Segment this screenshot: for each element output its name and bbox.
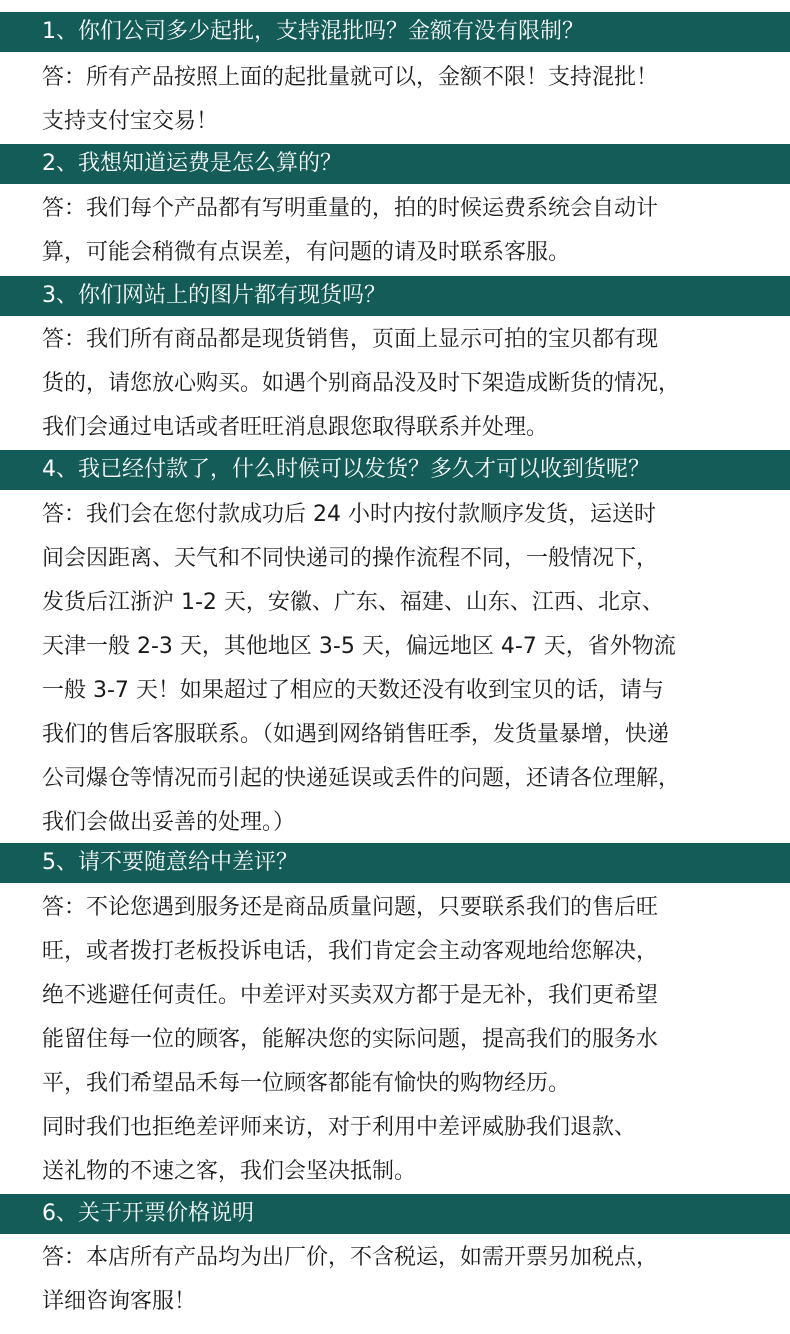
answer-line: 旺，或者拨打老板投诉电话，我们肯定会主动客观地给您解决， — [42, 939, 659, 964]
answer-line: 天津一般 2-3 天，其他地区 3-5 天，偏远地区 4-7 天，省外物流 — [42, 634, 676, 659]
answer-line: 我们会通过电话或者旺旺消息跟您取得联系并处理。 — [42, 415, 549, 440]
faq-question-3: 3、你们网站上的图片都有现货吗？ — [0, 276, 790, 316]
faq-answer-6 — [42, 1236, 762, 1324]
answer-line: 详细咨询客服！ — [42, 1289, 197, 1314]
answer-line: 算，可能会稍微有点误差，有问题的请及时联系客服。 — [42, 240, 571, 265]
faq-question-4: 4、我已经付款了，什么时候可以发货？多久才可以收到货呢？ — [0, 450, 790, 490]
answer-line: 答：我们会在您付款成功后 24 小时内按付款顺序发货，运送时 — [42, 502, 656, 527]
faq-answer-3 — [42, 318, 762, 450]
answer-line: 绝不逃避任何责任。中差评对买卖双方都于是无补，我们更希望 — [42, 983, 659, 1008]
answer-line: 能留住每一位的顾客，能解决您的实际问题，提高我们的服务水 — [42, 1027, 659, 1052]
faq-answer-4 — [42, 493, 762, 845]
answer-line: 答：所有产品按照上面的起批量就可以，金额不限！支持混批！ — [42, 65, 659, 90]
answer-line: 公司爆仓等情况而引起的快递延误或丢件的问题，还请各位理解， — [42, 766, 681, 791]
faq-answer-5 — [42, 886, 762, 1194]
answer-line: 间会因距离、天气和不同快递司的操作流程不同，一般情况下， — [42, 546, 659, 571]
answer-line: 同时我们也拒绝差评师来访，对于利用中差评威胁我们退款、 — [42, 1115, 637, 1140]
answer-line: 货的，请您放心购买。如遇个别商品没及时下架造成断货的情况， — [42, 371, 681, 396]
answer-line: 发货后江浙沪 1-2 天，安徽、广东、福建、山东、江西、北京、 — [42, 590, 664, 615]
answer-line: 一般 3-7 天！如果超过了相应的天数还没有收到宝贝的话，请与 — [42, 678, 664, 703]
answer-line: 答：我们每个产品都有写明重量的，拍的时候运费系统会自动计 — [42, 196, 659, 221]
answer-line: 答：不论您遇到服务还是商品质量问题，只要联系我们的售后旺 — [42, 895, 659, 920]
answer-line: 平，我们希望品禾每一位顾客都能有愉快的购物经历。 — [42, 1071, 571, 1096]
answer-line: 支持支付宝交易！ — [42, 109, 219, 134]
faq-answer-1 — [42, 56, 762, 144]
faq-question-1: 1、你们公司多少起批，支持混批吗？金额有没有限制？ — [0, 12, 790, 52]
answer-line: 送礼物的不速之客，我们会坚决抵制。 — [42, 1159, 417, 1184]
answer-line: 我们会做出妥善的处理。） — [42, 810, 296, 835]
faq-question-6: 6、关于开票价格说明 — [0, 1194, 790, 1234]
answer-line: 答：我们所有商品都是现货销售，页面上显示可拍的宝贝都有现 — [42, 327, 659, 352]
faq-question-5: 5、请不要随意给中差评？ — [0, 843, 790, 883]
answer-line: 我们的售后客服联系。（如遇到网络销售旺季，发货量暴增，快递 — [42, 722, 670, 747]
answer-line: 答：本店所有产品均为出厂价，不含税运，如需开票另加税点， — [42, 1245, 659, 1270]
faq-question-2: 2、我想知道运费是怎么算的？ — [0, 144, 790, 184]
faq-answer-2 — [42, 187, 762, 275]
